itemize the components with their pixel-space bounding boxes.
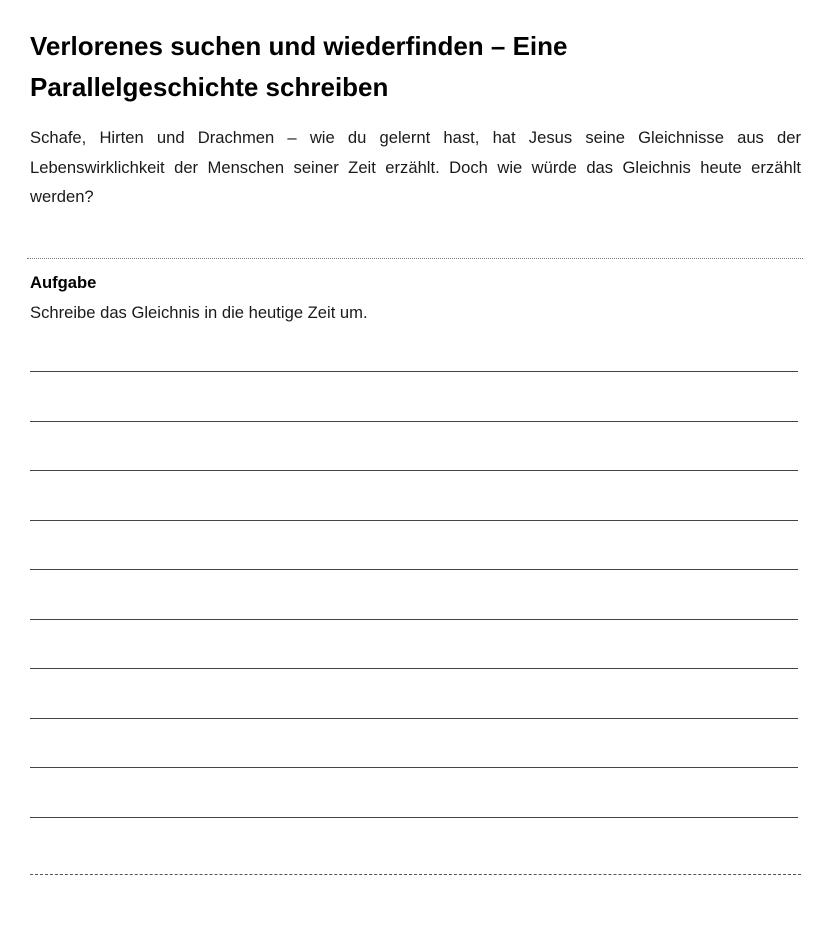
section-divider — [27, 258, 803, 259]
task-heading: Aufgabe — [30, 273, 97, 292]
writing-line[interactable] — [30, 718, 798, 719]
writing-line[interactable] — [30, 421, 798, 422]
writing-line[interactable] — [30, 619, 798, 620]
writing-line[interactable] — [30, 520, 798, 521]
writing-line[interactable] — [30, 371, 798, 372]
page-title-line-1: Verlorenes suchen und wiederfinden – Eine — [30, 31, 568, 61]
bottom-divider — [30, 874, 801, 875]
writing-line[interactable] — [30, 569, 798, 570]
intro-paragraph: Schafe, Hirten und Drachmen – wie du gelernt hast, hat Jesus seine Gleichnisse aus der Lebenswirklichkeit der Menschen seiner Zeit erzählt. Doch wie würde das Gleichnis heute erzählt werden? — [30, 128, 801, 206]
writing-line[interactable] — [30, 668, 798, 669]
task-instruction: Schreibe das Gleichnis in die heutige Zeit um. — [30, 303, 368, 322]
writing-line[interactable] — [30, 767, 798, 768]
writing-line[interactable] — [30, 470, 798, 471]
page-title-line-2: Parallelgeschichte schreiben — [30, 72, 389, 102]
writing-line[interactable] — [30, 817, 798, 818]
page-title — [30, 26, 770, 108]
